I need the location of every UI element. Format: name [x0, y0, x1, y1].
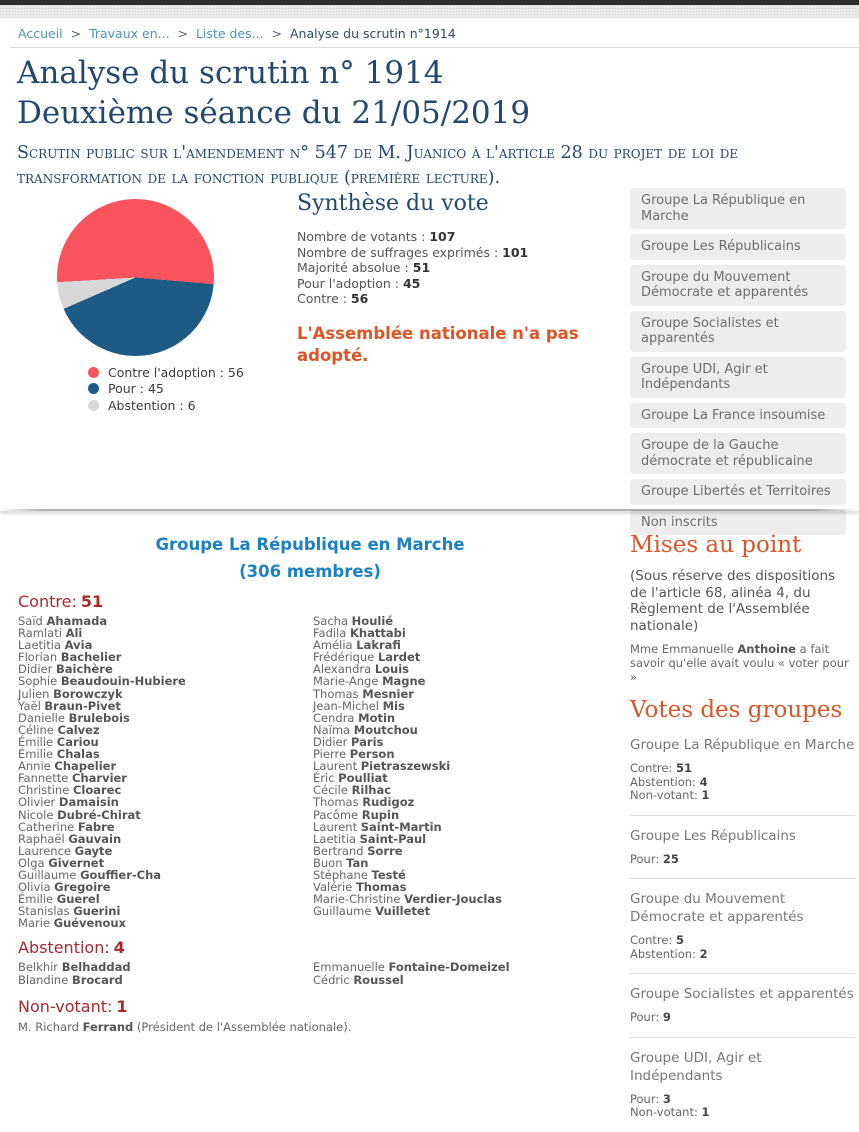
- member-name: Jean-Michel Mis: [313, 698, 405, 713]
- member-name: Laurent Pietraszewski: [313, 759, 451, 774]
- member-name: Laetitia Saint-Paul: [313, 831, 427, 846]
- member-name: Ramlati Ali: [18, 626, 83, 641]
- member-name: Marie-Ange Magne: [313, 674, 426, 689]
- vote-group-stat-line: Abstention: 2: [630, 946, 708, 961]
- member-name: Pacôme Rupin: [313, 807, 400, 822]
- member-name: Didier Baichère: [18, 662, 113, 677]
- member-name: Olivia Gregoire: [18, 880, 111, 895]
- vote-verdict: L'Assemblée nationale n'a pas adopté.: [297, 323, 579, 365]
- vote-group-name: Groupe du Mouvement Démocrate et apparentés: [630, 891, 804, 925]
- member-name: Guillaume Gouffier-Cha: [18, 867, 162, 882]
- sidebar-group-button[interactable]: Groupe Les Républicains: [630, 234, 846, 260]
- vote-group-stat-line: Non-votant: 1: [630, 1105, 710, 1119]
- member-name: Thomas Rudigoz: [313, 795, 415, 810]
- breadcrumb-separator: >: [173, 26, 192, 41]
- member-name: Laurence Gayte: [18, 843, 113, 858]
- member-name: Thomas Mesnier: [313, 686, 414, 701]
- member-name: Didier Paris: [313, 734, 384, 749]
- member-name: Christine Cloarec: [18, 783, 122, 798]
- member-name: Danielle Brulebois: [18, 710, 130, 725]
- page-title-line2: Deuxième séance du 21/05/2019: [17, 95, 531, 131]
- legend-item: [88, 381, 244, 398]
- member-name: Laurent Saint-Martin: [313, 819, 442, 834]
- synthesis-stat-line: Nombre de suffrages exprimés : 101: [297, 244, 529, 260]
- member-name: Frédérique Lardet: [313, 650, 421, 665]
- member-name: Nicole Dubré-Chirat: [18, 807, 141, 822]
- contre-heading: Contre: 51: [18, 592, 104, 611]
- member-name: Cendra Motin: [313, 710, 396, 725]
- breadcrumb: [18, 26, 456, 41]
- vote-group-name: Groupe La République en Marche: [630, 737, 855, 753]
- member-name: Julien Borowczyk: [18, 686, 123, 701]
- legend-label: Pour : 45: [108, 381, 164, 397]
- member-name: Saïd Ahamada: [18, 614, 108, 628]
- section-divider: [0, 509, 859, 511]
- member-name: Emmanuelle Fontaine-Domeizel: [313, 960, 510, 975]
- member-name: Raphaël Gauvain: [18, 831, 122, 846]
- breadcrumb-current: Analyse du scrutin n°1914: [289, 26, 456, 41]
- vote-group-entry: [630, 879, 855, 974]
- member-name: Stéphane Testé: [313, 867, 406, 882]
- legend-color-dot: [88, 383, 99, 394]
- votes-des-groupes-heading: Votes des groupes: [630, 697, 843, 723]
- member-name: Émilie Guerel: [18, 892, 100, 907]
- group-title: Groupe La République en Marche: [155, 535, 465, 554]
- legend-item: [88, 364, 244, 381]
- pie-legend: [88, 364, 244, 414]
- group-buttons-sidebar: [630, 188, 846, 540]
- vote-group-stats: [630, 934, 855, 961]
- member-name: Stanislas Guerini: [18, 904, 121, 919]
- mises-au-point-note: (Sous réserve des dispositions de l'article 68, alinéa 4, du Règlement de l'Assemblée nationale): [630, 568, 836, 634]
- vote-group-stat-line: Abstention: 4: [630, 774, 708, 789]
- sidebar-group-button[interactable]: Groupe La France insoumise: [630, 403, 846, 429]
- breadcrumb-link[interactable]: Accueil: [18, 26, 63, 41]
- member-name: Valérie Thomas: [313, 880, 407, 895]
- member-name: Belkhir Belhaddad: [18, 960, 131, 975]
- breadcrumb-link[interactable]: Liste des...: [195, 26, 264, 41]
- member-name: Émilie Chalas: [18, 747, 100, 762]
- sidebar-group-button[interactable]: Non inscrits: [630, 510, 846, 536]
- non-votant-entry: M. Richard Ferrand (Président de l'Assemblée nationale).: [18, 1019, 352, 1034]
- vote-group-stat-line: Pour: 9: [630, 1010, 671, 1024]
- member-name: Amélia Lakrafi: [313, 638, 401, 653]
- legend-label: Abstention : 6: [108, 397, 196, 413]
- synthesis-stat-line: Contre : 56: [297, 291, 369, 306]
- abstention-name-list: [18, 961, 580, 985]
- member-name: Catherine Fabre: [18, 819, 115, 834]
- member-name: Buon Tan: [313, 855, 369, 870]
- synthesis-stat-line: Majorité absolue : 51: [297, 260, 431, 275]
- member-name: Marie Guévenoux: [18, 916, 127, 931]
- member-name: Cécile Rilhac: [313, 783, 392, 798]
- member-name: Naïma Moutchou: [313, 722, 418, 737]
- member-name: Alexandra Louis: [313, 662, 410, 677]
- member-name: Éric Poulliat: [313, 771, 388, 786]
- synthesis-stat-line: Nombre de votants : 107: [297, 229, 456, 244]
- sidebar-group-button[interactable]: Groupe Socialistes et apparentés: [630, 311, 846, 352]
- sidebar-group-button[interactable]: Groupe Libertés et Territoires: [630, 479, 846, 505]
- legend-label: Contre l'adoption : 56: [108, 364, 244, 380]
- vote-group-entry: [630, 974, 855, 1038]
- vote-pie-chart: [57, 199, 214, 356]
- mises-au-point-heading: Mises au point: [630, 532, 802, 558]
- member-name: Sophie Beaudouin-Hubiere: [18, 674, 186, 689]
- breadcrumb-divider: [10, 47, 859, 48]
- breadcrumb-link[interactable]: Travaux en...: [89, 26, 170, 41]
- sidebar-group-button[interactable]: Groupe La République en Marche: [630, 188, 846, 229]
- breadcrumb-separator: >: [267, 26, 286, 41]
- member-name: Annie Chapelier: [18, 759, 117, 774]
- member-name: Sacha Houlié: [313, 614, 394, 628]
- member-name: Blandine Brocard: [18, 972, 123, 987]
- vote-synthesis: [297, 191, 627, 367]
- member-name: Bertrand Sorre: [313, 843, 403, 858]
- member-name: Olivier Damaisin: [18, 795, 119, 810]
- member-name: Yaël Braun-Pivet: [18, 698, 121, 713]
- member-name: Olga Givernet: [18, 855, 105, 870]
- vote-group-stats: [630, 1093, 855, 1120]
- vote-group-entry: [630, 816, 855, 880]
- member-name: Marie-Christine Verdier-Jouclas: [313, 892, 502, 907]
- sidebar-group-button[interactable]: Groupe de la Gauche démocrate et républicaine: [630, 433, 846, 474]
- sidebar-group-button[interactable]: Groupe UDI, Agir et Indépendants: [630, 357, 846, 398]
- vote-group-stats: [630, 1011, 855, 1025]
- abstention-heading: Abstention: 4: [18, 938, 125, 958]
- member-name: Pierre Person: [313, 747, 395, 762]
- member-name: Cédric Roussel: [313, 972, 404, 987]
- votes-des-groupes-list: [630, 725, 855, 1132]
- vote-group-stat-line: Contre: 51: [630, 761, 692, 775]
- group-member-count: (306 membres): [239, 562, 381, 581]
- vote-group-stat-line: Pour: 3: [630, 1091, 671, 1106]
- vote-group-stats: [630, 853, 855, 867]
- breadcrumb-separator: >: [66, 26, 86, 41]
- vote-group-name: Groupe Les Républicains: [630, 827, 796, 844]
- member-name: Fannette Charvier: [18, 771, 127, 786]
- member-name: Laetitia Avia: [18, 638, 93, 653]
- vote-group-stat-line: Contre: 5: [630, 933, 684, 947]
- legend-color-dot: [88, 400, 99, 411]
- member-name: Fadila Khattabi: [313, 626, 406, 641]
- member-name: Céline Calvez: [18, 722, 100, 737]
- legend-item: [88, 397, 244, 414]
- group-members-title: [0, 531, 620, 585]
- vote-group-name: Groupe UDI, Agir et Indépendants: [630, 1049, 762, 1084]
- vote-group-stats: [630, 762, 855, 803]
- vote-group-entry: [630, 725, 855, 816]
- member-name: Guillaume Vuilletet: [313, 904, 431, 919]
- synthesis-stat-line: Pour l'adoption : 45: [297, 275, 421, 291]
- mise-au-point-detail: Mme Emmanuelle Anthoine a fait savoir qu'elle avait voulu « voter pour »: [630, 642, 849, 684]
- vote-group-name: Groupe Socialistes et apparentés: [630, 986, 854, 1002]
- vote-group-stat-line: Non-votant: 1: [630, 788, 710, 802]
- synthesis-stats: [297, 229, 627, 307]
- page-title-line1: Analyse du scrutin n° 1914: [17, 55, 444, 91]
- member-name: Florian Bachelier: [18, 650, 122, 665]
- page-title: [17, 53, 530, 133]
- vote-group-entry: [630, 1038, 855, 1132]
- contre-name-list: [18, 615, 580, 929]
- header-texture-band: [0, 5, 859, 18]
- legend-color-dot: [88, 367, 99, 378]
- right-column: [630, 531, 855, 1132]
- vote-group-stat-line: Pour: 25: [630, 851, 679, 866]
- page-subtitle: Scrutin public sur l'amendement n° 547 de M. Juanico à l'article 28 du projet de loi de transformation de la fonction publique (première lecture).: [17, 143, 739, 188]
- non-votant-heading: Non-votant: 1: [18, 996, 128, 1016]
- member-name: Émilie Cariou: [18, 734, 99, 749]
- synthesis-heading: Synthèse du vote: [297, 191, 489, 216]
- group-members-section: [0, 531, 620, 1034]
- sidebar-group-button[interactable]: Groupe du Mouvement Démocrate et apparentés: [630, 265, 846, 306]
